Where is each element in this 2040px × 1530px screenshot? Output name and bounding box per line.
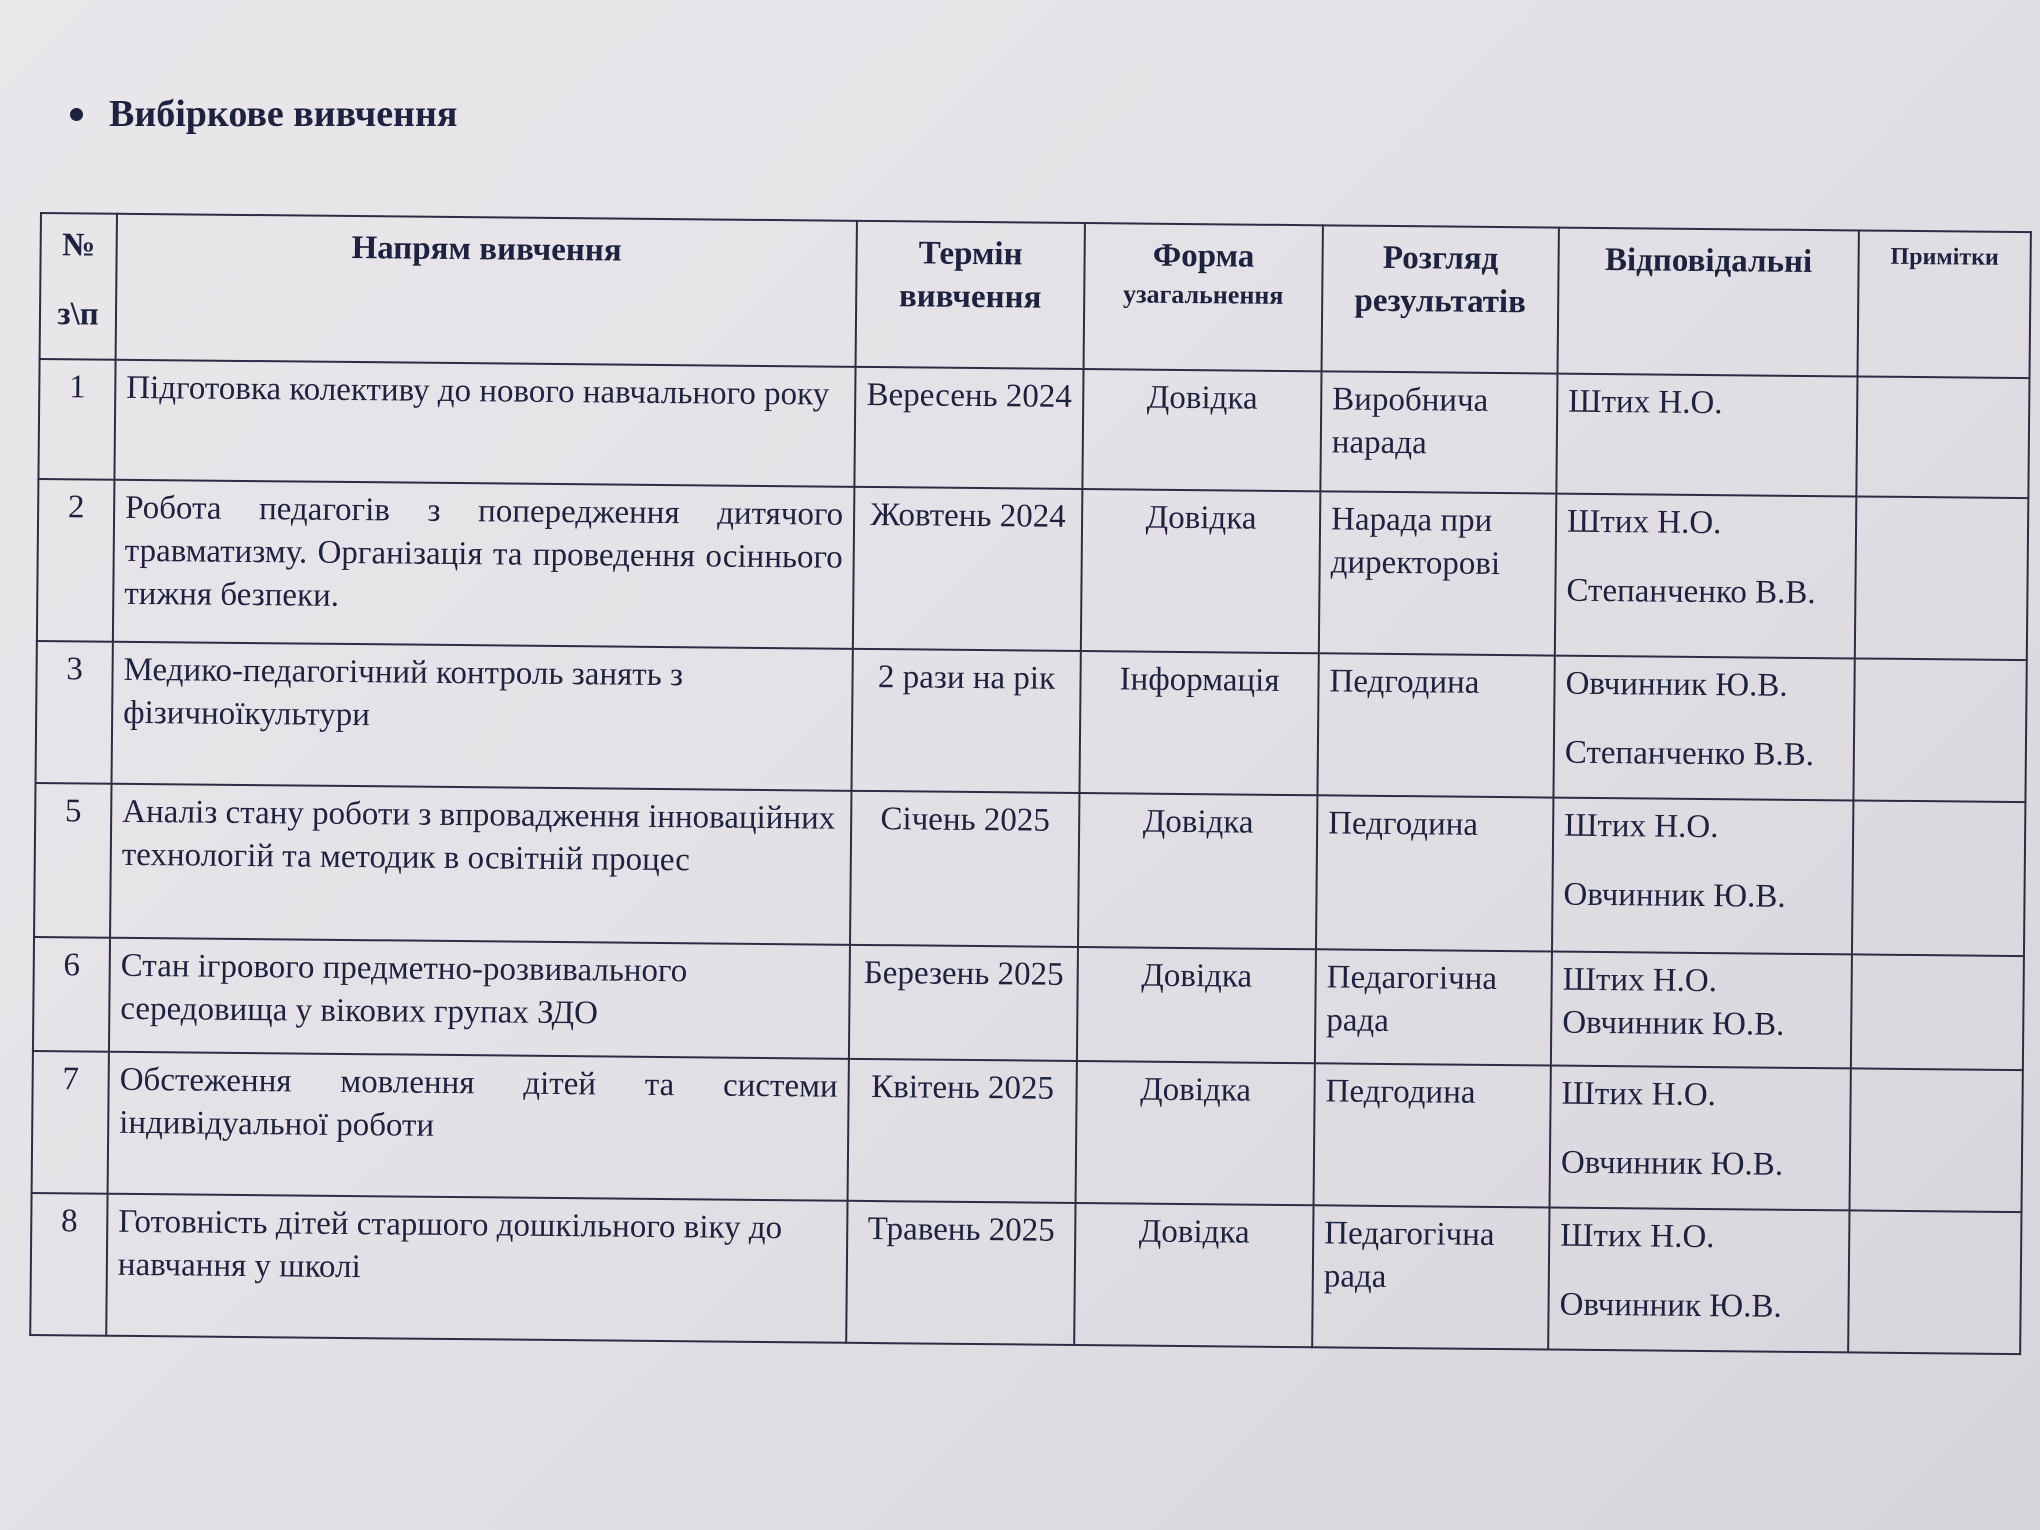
col-header-review: Розгляд результатів <box>1322 225 1559 373</box>
row-num: 3 <box>36 641 113 784</box>
row-responsible: Штих Н.О. <box>1556 374 1857 497</box>
col-header-responsible: Відповідальні <box>1558 228 1859 377</box>
col-header-num: № з\п <box>40 213 117 360</box>
row-direction: Готовність дітей старшого дошкільного віку до навчання у школі <box>106 1194 847 1343</box>
bullet-icon <box>70 108 83 121</box>
row-review: Педгодина <box>1317 653 1554 797</box>
row-review: Педгодина <box>1316 795 1553 951</box>
col-header-notes: Примітки <box>1858 230 2031 378</box>
row-notes <box>1856 376 2029 498</box>
row-responsible: Штих Н.О. Овчинник Ю.В. <box>1551 952 1852 1069</box>
row-form: Довідка <box>1078 793 1317 949</box>
study-table-wrap <box>29 212 2030 1355</box>
row-term: Січень 2025 <box>850 791 1079 947</box>
row-notes <box>1849 1068 2022 1212</box>
row-num: 5 <box>34 783 111 938</box>
row-direction: Стан ігрового предметно-розвивального середовища у вікових групах ЗДО <box>109 938 850 1059</box>
row-review: Педагогічна рада <box>1312 1205 1549 1349</box>
row-review: Педгодина <box>1314 1063 1551 1207</box>
row-form: Довідка <box>1076 1061 1315 1205</box>
row-form: Довідка <box>1081 489 1321 653</box>
row-num: 6 <box>33 937 110 1052</box>
row-responsible: Штих Н.О. Овчинник Ю.В. <box>1552 798 1853 955</box>
row-direction: Медико-педагогічний контроль занять з фізичноїкультури <box>112 642 853 791</box>
row-form: Інформація <box>1079 651 1318 795</box>
row-review: Виробнича нарада <box>1320 371 1557 493</box>
table-row <box>33 937 2024 1070</box>
row-review: Нарада при директорові <box>1319 491 1557 655</box>
row-num: 1 <box>38 359 115 480</box>
row-term: Жовтень 2024 <box>853 487 1083 651</box>
table-row <box>37 479 2028 660</box>
row-responsible: Штих Н.О. Овчинник Ю.В. <box>1550 1066 1851 1211</box>
row-direction: Аналіз стану роботи з впровадження інноваційних технологій та методик в освітній процес <box>110 784 851 945</box>
row-term: 2 рази на рік <box>851 649 1080 793</box>
row-term: Вересень 2024 <box>854 367 1083 489</box>
row-notes <box>1852 800 2025 956</box>
row-num: 7 <box>32 1051 109 1194</box>
row-term: Квітень 2025 <box>848 1059 1077 1203</box>
row-review: Педагогічна рада <box>1315 949 1552 1065</box>
section-heading-text: Вибіркове вивчення <box>109 93 458 135</box>
row-notes <box>1848 1210 2021 1354</box>
table-header-row <box>40 213 2031 378</box>
table-row <box>36 641 2027 802</box>
row-num: 2 <box>37 479 115 642</box>
row-notes <box>1851 954 2024 1070</box>
row-notes <box>1853 658 2026 802</box>
col-header-form: Форма узагальнення <box>1084 223 1323 371</box>
row-form: Довідка <box>1082 369 1321 491</box>
row-direction: Робота педагогів з попередження дитячого травматизму. Організація та проведення осіннього тижня безпеки. <box>113 480 855 649</box>
row-form: Довідка <box>1077 947 1316 1063</box>
table-row <box>34 783 2025 956</box>
table-row <box>30 1193 2021 1354</box>
row-term: Травень 2025 <box>846 1201 1075 1345</box>
row-num: 8 <box>30 1193 107 1336</box>
col-header-direction: Напрям вивчення <box>116 214 857 367</box>
table-row <box>38 359 2029 498</box>
row-direction: Підготовка колективу до нового навчального року <box>114 360 855 487</box>
row-term: Березень 2025 <box>849 945 1078 1061</box>
study-table <box>29 212 2032 1355</box>
row-notes <box>1855 496 2029 660</box>
row-form: Довідка <box>1074 1203 1313 1347</box>
col-header-term: Термін вивчення <box>856 221 1085 369</box>
row-responsible: Штих Н.О. Овчинник Ю.В. <box>1548 1208 1849 1353</box>
row-responsible: Штих Н.О. Степанченко В.В. <box>1555 494 1857 659</box>
row-direction: Обстеження мовлення дітей та системи індивідуальної роботи <box>108 1052 849 1201</box>
row-responsible: Овчинник Ю.В. Степанченко В.В. <box>1553 656 1854 801</box>
section-heading <box>70 92 457 136</box>
table-row <box>32 1051 2023 1212</box>
